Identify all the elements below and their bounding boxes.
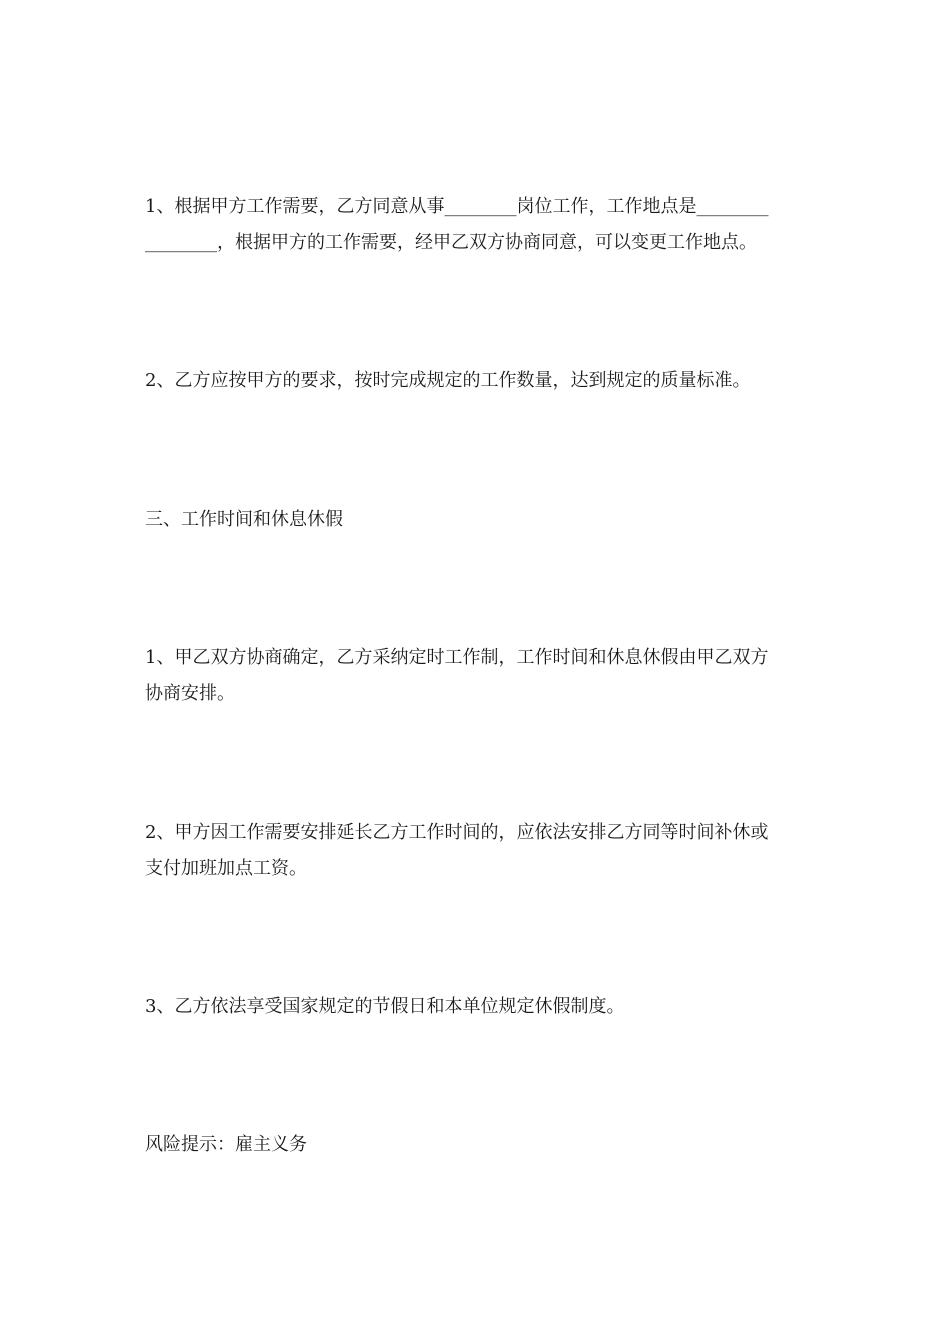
clause-work-location	[145, 189, 810, 261]
clause-work-location-line-2: ________，根据甲方的工作需要，经甲乙双方协商同意，可以变更工作地点。	[145, 232, 757, 253]
section-heading-work-hours	[145, 502, 810, 538]
risk-note	[145, 1127, 810, 1163]
risk-note-text: 风险提示：雇主义务	[145, 1134, 307, 1155]
clause-fixed-hours	[145, 640, 810, 712]
clause-overtime	[145, 815, 810, 887]
clause-overtime-line-2: 支付加班加点工资。	[145, 858, 307, 879]
clause-work-standard-line-1: 2、乙方应按甲方的要求，按时完成规定的工作数量，达到规定的质量标准。	[145, 370, 751, 391]
clause-work-location-line-1: 1、根据甲方工作需要，乙方同意从事________岗位工作，工作地点是________	[145, 196, 769, 217]
clause-holidays	[145, 989, 810, 1025]
clause-fixed-hours-line-2: 协商安排。	[145, 683, 235, 704]
section-heading-text: 三、工作时间和休息休假	[145, 509, 343, 530]
clause-fixed-hours-line-1: 1、甲乙双方协商确定，乙方采纳定时工作制，工作时间和休息休假由甲乙双方	[145, 647, 769, 668]
clause-holidays-line-1: 3、乙方依法享受国家规定的节假日和本单位规定休假制度。	[145, 996, 625, 1017]
clause-overtime-line-1: 2、甲方因工作需要安排延长乙方工作时间的，应依法安排乙方同等时间补休或	[145, 822, 769, 843]
clause-work-standard	[145, 363, 810, 399]
